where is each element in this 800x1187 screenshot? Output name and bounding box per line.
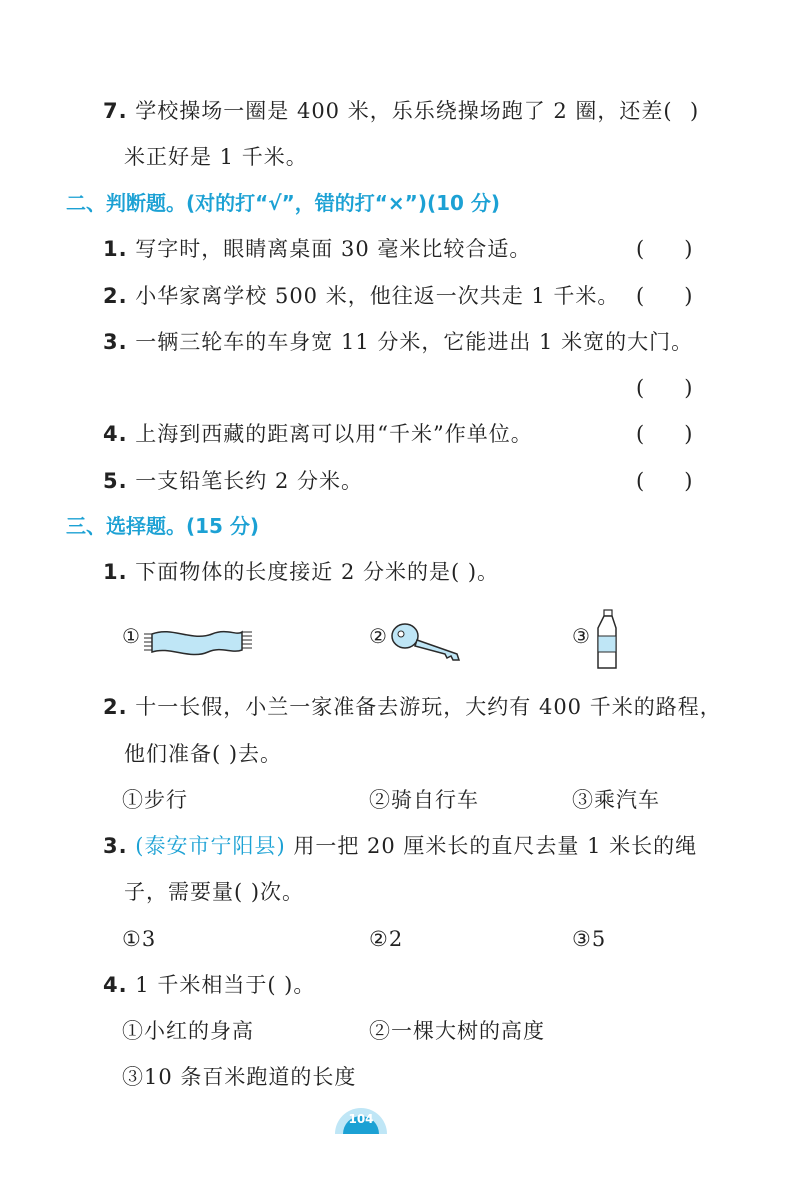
s3-q1: 1. 下面物体的长度接近 2 分米的是( )。 <box>103 560 500 584</box>
bottle-icon <box>594 608 624 672</box>
s2-item-3-blank[interactable]: ( ) <box>636 376 693 400</box>
q7-number: 7. <box>103 99 128 123</box>
s2-item-4: 4. 上海到西藏的距离可以用“千米”作单位。 <box>103 422 533 446</box>
s3-q3-line1: 3. (泰安市宁阳县) 用一把 20 厘米长的直尺去量 1 米长的绳 <box>103 834 698 858</box>
option-mark: ③ <box>572 624 590 648</box>
s3-q2-line2: 他们准备( )去。 <box>124 742 283 766</box>
s2-item-2: 2. 小华家离学校 500 米，他往返一次共走 1 千米。 <box>103 284 620 308</box>
option-mark: ② <box>369 624 387 648</box>
s2-item-3: 3. 一辆三轮车的车身宽 11 分米，它能进出 1 米宽的大门。 <box>103 330 694 354</box>
s2-item-1-blank[interactable]: ( ) <box>636 237 693 261</box>
section2-heading: 二、判断题。(对的打“√”，错的打“×”)(10 分) <box>66 191 501 215</box>
q7-line1 <box>103 96 673 126</box>
page-number: 104 <box>348 1112 374 1126</box>
s3-q2-option-3[interactable]: ③乘汽车 <box>572 788 660 812</box>
q7-line2: 米正好是 1 千米。 <box>124 145 308 169</box>
source-note: (泰安市宁阳县) <box>135 834 286 858</box>
s3-q4-option-2[interactable]: ②一棵大树的高度 <box>369 1019 545 1043</box>
s3-q3-option-2[interactable]: ②2 <box>369 927 404 951</box>
s2-item-4-blank[interactable]: ( ) <box>636 422 693 446</box>
s3-q2-line1: 2. 十一长假，小兰一家准备去游玩，大约有 400 千米的路程， <box>103 695 722 719</box>
key-icon <box>391 620 481 664</box>
section3-heading: 三、选择题。(15 分) <box>66 514 260 538</box>
s2-item-5-blank[interactable]: ( ) <box>636 469 693 493</box>
s3-q3-option-3[interactable]: ③5 <box>572 927 607 951</box>
s2-item-2-blank[interactable]: ( ) <box>636 284 693 308</box>
option-mark: ① <box>122 624 140 648</box>
page-number-badge <box>331 1102 391 1138</box>
scarf-icon <box>142 620 254 660</box>
q7-text: 学校操场一圈是 400 米，乐乐绕操场跑了 2 圈，还差( <box>135 99 673 123</box>
s3-q4-option-3[interactable]: ③10 条百米跑道的长度 <box>122 1065 357 1089</box>
s3-q4: 4. 1 千米相当于( )。 <box>103 973 316 997</box>
s3-q3-line2: 子，需要量( )次。 <box>124 880 305 904</box>
s2-item-5: 5. 一支铅笔长约 2 分米。 <box>103 469 363 493</box>
s3-q3-option-1[interactable]: ①3 <box>122 927 157 951</box>
s2-item-1: 1. 写字时，眼睛离桌面 30 毫米比较合适。 <box>103 237 532 261</box>
s3-q2-option-2[interactable]: ②骑自行车 <box>369 788 479 812</box>
q7-blank-close: ) <box>690 99 699 123</box>
s3-q2-option-1[interactable]: ①步行 <box>122 788 188 812</box>
s3-q4-option-1[interactable]: ①小红的身高 <box>122 1019 254 1043</box>
